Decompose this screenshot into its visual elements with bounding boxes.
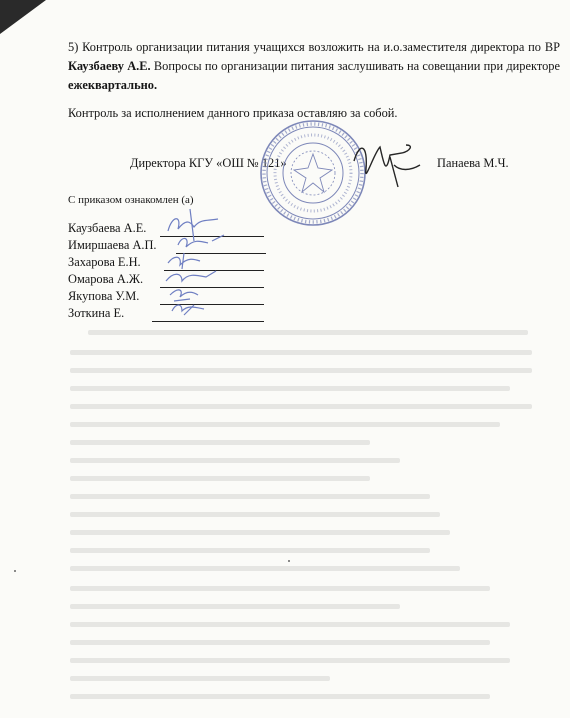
signer-position: Директора КГУ «ОШ № 121»	[130, 156, 287, 170]
signer-name: Панаева М.Ч.	[437, 156, 509, 170]
item-text-b: Вопросы по организации питания заслушивать на совещании при директоре	[150, 59, 560, 73]
employee-name: Якупова У.М.	[68, 289, 140, 303]
scan-corner-shadow	[0, 0, 46, 34]
employee-name: Зоткина Е.	[68, 306, 125, 320]
item-text-a: Контроль организации питания учащихся возложить на и.о.заместителя директора по ВР	[82, 40, 560, 54]
employee-name: Имиршаева А.П.	[68, 238, 157, 252]
signature-3	[168, 253, 200, 269]
frequency: ежеквартально.	[68, 78, 158, 92]
signature-1	[168, 209, 218, 241]
employee-name: Захарова Е.Н.	[68, 255, 141, 269]
order-item-5	[68, 38, 560, 95]
signature-2	[178, 235, 224, 247]
acknowledgement-heading: С приказом ознакомлен (а)	[68, 194, 194, 206]
director-signature	[350, 135, 430, 195]
signature-4	[166, 271, 216, 281]
scan-speck	[288, 560, 290, 562]
item-number: 5)	[68, 40, 79, 54]
acknowledgement-signatures	[160, 205, 240, 315]
control-sentence: Контроль за исполнением данного приказа оставляю за собой.	[68, 106, 398, 120]
scan-speck	[14, 570, 16, 572]
employee-name: Омарова А.Ж.	[68, 272, 144, 286]
responsible-person: Каузбаеву А.Е.	[68, 59, 151, 73]
signature-5	[170, 290, 198, 301]
employee-name: Каузбаева А.Е.	[68, 221, 147, 235]
signature-6	[172, 305, 204, 315]
